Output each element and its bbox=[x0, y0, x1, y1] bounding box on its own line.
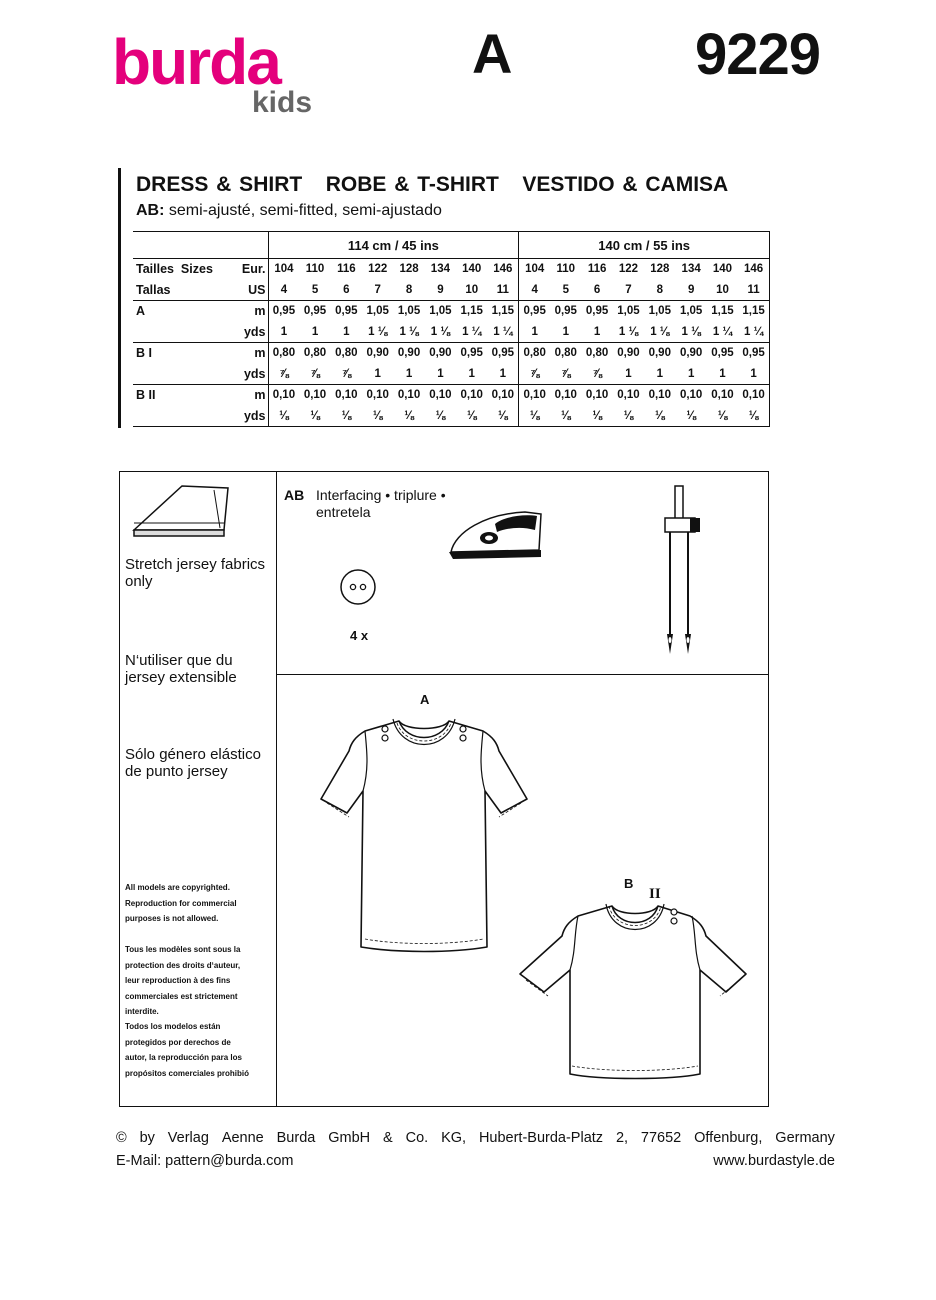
yardage-row-yds bbox=[133, 322, 770, 343]
sizes-label: Tailles Sizes bbox=[136, 262, 213, 277]
us-size-cell: 5 bbox=[299, 280, 330, 301]
meters-cell: 0,80 bbox=[585, 347, 609, 360]
yards-cell: 1 ¼ bbox=[707, 322, 738, 343]
meters-cell: 0,10 bbox=[429, 389, 452, 402]
yards-cell: 1 ⅛ bbox=[613, 322, 644, 343]
yards-cell: 1 bbox=[268, 322, 299, 343]
meters-cell: 0,10 bbox=[648, 389, 671, 402]
meters-cell: 0,10 bbox=[487, 385, 518, 406]
eur-size-cell: 122 bbox=[368, 263, 388, 276]
yards-cell: 1 ¼ bbox=[456, 322, 487, 343]
pattern-number: 9229 bbox=[695, 22, 821, 87]
meters-cell: 0,10 bbox=[738, 385, 769, 406]
interfacing-label-2: entretela bbox=[316, 504, 371, 520]
eur-size-cell: 146 bbox=[487, 259, 518, 280]
yardage-table bbox=[133, 231, 770, 427]
publisher-word: Offenburg, bbox=[694, 1130, 763, 1146]
row-label-spacer bbox=[133, 406, 233, 427]
row-label-spacer bbox=[133, 364, 233, 385]
meters-cell: 0,80 bbox=[335, 347, 358, 360]
copyright-fr: Tous les modèles sont sous la protection des droits d‘auteur, leur reproduction à des fins commerciales est strictement interdite. bbox=[125, 945, 241, 1016]
yards-cell: ⅛ bbox=[707, 406, 738, 427]
yards-cell: ⅛ bbox=[362, 406, 393, 427]
yards-cell: ⅛ bbox=[487, 406, 518, 427]
us-size-cell: 6 bbox=[581, 280, 612, 301]
us-size-cell: 4 bbox=[519, 280, 550, 301]
yards-cell: ⅞ bbox=[268, 364, 299, 385]
publisher-line bbox=[116, 1130, 835, 1146]
us-size-row bbox=[133, 280, 770, 301]
meters-cell: 0,95 bbox=[711, 347, 734, 360]
eur-size-cell: 116 bbox=[587, 263, 607, 276]
fabric-width-114: 114 cm / 45 ins bbox=[268, 232, 519, 259]
notions-views-tag: AB bbox=[284, 487, 305, 503]
us-size-cell: 11 bbox=[487, 280, 518, 301]
fabric-note-es: Sólo género elástico de punto jersey bbox=[125, 746, 261, 780]
copyright-en: All models are copyrighted. Reproduction for commercial purposes is not allowed. bbox=[125, 883, 237, 923]
yards-cell: ⅛ bbox=[331, 406, 362, 427]
us-size-cell: 7 bbox=[613, 280, 644, 301]
meters-cell: 0,10 bbox=[711, 389, 734, 402]
publisher-word: & bbox=[383, 1130, 393, 1146]
meters-cell: 0,10 bbox=[397, 389, 421, 402]
yards-cell: 1 bbox=[393, 364, 424, 385]
part-ii-label: II bbox=[649, 886, 661, 902]
eur-size-cell: 104 bbox=[525, 263, 545, 276]
eur-size-cell: 146 bbox=[738, 259, 769, 280]
publisher-word: by bbox=[139, 1130, 155, 1146]
us-size-cell: 10 bbox=[707, 280, 738, 301]
meters-cell: 0,10 bbox=[303, 389, 327, 402]
eur-size-cell: 128 bbox=[399, 263, 419, 276]
shirt-view-b-drawing bbox=[514, 896, 754, 1082]
us-size-cell: 4 bbox=[268, 280, 299, 301]
yards-cell: 1 bbox=[519, 322, 550, 343]
unit-m-label: m bbox=[233, 343, 268, 364]
burda-kids-logo: kids bbox=[252, 86, 313, 119]
yards-cell: ⅛ bbox=[581, 406, 612, 427]
us-size-cell: 9 bbox=[425, 280, 456, 301]
publisher-word: 2, bbox=[615, 1130, 629, 1146]
meters-cell: 0,95 bbox=[335, 305, 358, 318]
yards-cell: 1 ⅛ bbox=[644, 322, 675, 343]
meters-cell: 0,10 bbox=[554, 389, 577, 402]
fabric-width-140: 140 cm / 55 ins bbox=[519, 232, 770, 259]
meters-cell: 0,95 bbox=[460, 347, 483, 360]
yards-cell: 1 ¼ bbox=[738, 322, 769, 343]
eur-size-row bbox=[133, 259, 770, 280]
eur-size-cell: 110 bbox=[305, 263, 325, 276]
publisher-word: Verlag bbox=[167, 1130, 209, 1146]
yards-cell: 1 ⅛ bbox=[425, 322, 456, 343]
interfacing-label-1: Interfacing • triplure • bbox=[316, 487, 446, 503]
yards-cell: 1 bbox=[299, 322, 330, 343]
publisher-email: E-Mail: pattern@burda.com bbox=[116, 1153, 294, 1169]
us-size-cell: 7 bbox=[362, 280, 393, 301]
meters-cell: 1,05 bbox=[429, 305, 452, 318]
yards-cell: ⅞ bbox=[331, 364, 362, 385]
eur-size-cell: 128 bbox=[650, 263, 670, 276]
burda-logo: burda bbox=[112, 26, 280, 98]
view-a-label: A bbox=[420, 692, 430, 707]
fabric-note-en: Stretch jersey fabrics only bbox=[125, 556, 266, 590]
us-size-cell: 9 bbox=[675, 280, 706, 301]
eur-size-cell: 104 bbox=[274, 263, 294, 276]
yards-cell: ⅛ bbox=[299, 406, 330, 427]
yardage-row-yds bbox=[133, 364, 770, 385]
eur-size-cell: 116 bbox=[337, 263, 356, 276]
yards-cell: ⅞ bbox=[519, 364, 550, 385]
fit-text: semi-ajusté, semi-fitted, semi-ajustado bbox=[164, 202, 442, 219]
yards-cell: 1 bbox=[550, 322, 581, 343]
meters-cell: 0,90 bbox=[366, 347, 389, 360]
view-row-label: A bbox=[136, 304, 146, 319]
yards-cell: 1 bbox=[487, 364, 518, 385]
publisher-website: www.burdastyle.de bbox=[713, 1153, 835, 1169]
yards-cell: ⅛ bbox=[613, 406, 644, 427]
yards-cell: 1 bbox=[456, 364, 487, 385]
yards-cell: 1 ⅛ bbox=[675, 322, 706, 343]
yards-cell: 1 ⅛ bbox=[362, 322, 393, 343]
meters-cell: 0,90 bbox=[429, 347, 452, 360]
us-size-cell: 8 bbox=[393, 280, 424, 301]
publisher-word: Aenne bbox=[221, 1130, 264, 1146]
meters-cell: 0,10 bbox=[523, 389, 546, 402]
yards-cell: 1 bbox=[644, 364, 675, 385]
notions-divider bbox=[277, 674, 769, 675]
us-size-cell: 11 bbox=[738, 280, 769, 301]
publisher-word: Co. bbox=[405, 1130, 429, 1146]
unit-yds-label: yds bbox=[233, 406, 268, 427]
unit-yds-label: yds bbox=[233, 364, 268, 385]
view-row-label: B II bbox=[136, 388, 156, 403]
yards-cell: 1 ⅛ bbox=[393, 322, 424, 343]
eur-size-cell: 134 bbox=[430, 263, 450, 276]
yards-cell: 1 bbox=[675, 364, 706, 385]
meters-cell: 1,15 bbox=[460, 305, 483, 318]
meters-cell: 0,10 bbox=[272, 389, 296, 402]
row-label-spacer bbox=[133, 322, 233, 343]
view-row-label: B I bbox=[136, 346, 152, 361]
dress-view-a-drawing bbox=[315, 707, 535, 957]
meters-cell: 0,80 bbox=[523, 347, 546, 360]
unit-yds-label: yds bbox=[233, 322, 268, 343]
us-size-cell: 6 bbox=[331, 280, 362, 301]
meters-cell: 0,95 bbox=[272, 305, 296, 318]
yardage-row-m bbox=[133, 385, 770, 406]
eur-size-cell: 134 bbox=[681, 263, 701, 276]
meters-cell: 0,80 bbox=[272, 347, 296, 360]
fabric-width-row bbox=[133, 232, 770, 259]
meters-cell: 1,05 bbox=[397, 305, 421, 318]
view-letter: A bbox=[472, 22, 513, 85]
publisher-word: Germany bbox=[775, 1130, 835, 1146]
meters-cell: 1,05 bbox=[366, 305, 389, 318]
meters-cell: 0,10 bbox=[460, 389, 483, 402]
fabric-note-fr: N‘utiliser que du jersey extensible bbox=[125, 652, 237, 686]
meters-cell: 1,15 bbox=[711, 305, 734, 318]
meters-cell: 0,95 bbox=[487, 343, 518, 364]
yards-cell: ⅛ bbox=[738, 406, 769, 427]
eur-label: Eur. bbox=[233, 259, 268, 280]
eur-size-cell: 140 bbox=[462, 263, 482, 276]
us-size-cell: 5 bbox=[550, 280, 581, 301]
us-label: US bbox=[233, 280, 268, 301]
meters-cell: 0,95 bbox=[554, 305, 577, 318]
yards-cell: 1 bbox=[362, 364, 393, 385]
meters-cell: 0,80 bbox=[303, 347, 327, 360]
yards-cell: 1 bbox=[707, 364, 738, 385]
us-size-cell: 10 bbox=[456, 280, 487, 301]
meters-cell: 0,80 bbox=[554, 347, 577, 360]
meters-cell: 1,05 bbox=[679, 305, 703, 318]
iron-icon bbox=[445, 502, 550, 562]
yards-cell: ⅛ bbox=[675, 406, 706, 427]
meters-cell: 0,95 bbox=[585, 305, 609, 318]
fit-description bbox=[136, 202, 442, 220]
us-size-cell: 8 bbox=[644, 280, 675, 301]
folded-fabric-icon bbox=[128, 478, 238, 538]
meters-cell: 0,95 bbox=[523, 305, 546, 318]
yards-cell: ⅛ bbox=[644, 406, 675, 427]
publisher-word: GmbH bbox=[328, 1130, 371, 1146]
yards-cell: 1 bbox=[738, 364, 769, 385]
meters-cell: 0,10 bbox=[585, 389, 609, 402]
meters-cell: 0,95 bbox=[738, 343, 769, 364]
garment-names: DRESS & SHIRT ROBE & T-SHIRT VESTIDO & CAMISA bbox=[136, 173, 729, 196]
meters-cell: 1,05 bbox=[617, 305, 640, 318]
meters-cell: 1,15 bbox=[738, 301, 769, 322]
eur-size-cell: 140 bbox=[712, 263, 733, 276]
meters-cell: 0,95 bbox=[303, 305, 327, 318]
yards-cell: ⅞ bbox=[299, 364, 330, 385]
meters-cell: 1,05 bbox=[648, 305, 671, 318]
publisher-word: KG, bbox=[441, 1130, 467, 1146]
meters-cell: 0,10 bbox=[617, 389, 640, 402]
yards-cell: ⅞ bbox=[550, 364, 581, 385]
yards-cell: ⅛ bbox=[519, 406, 550, 427]
publisher-word: 77652 bbox=[640, 1130, 682, 1146]
yards-cell: 1 bbox=[331, 322, 362, 343]
meters-cell: 0,90 bbox=[648, 347, 671, 360]
yards-cell: 1 bbox=[581, 322, 612, 343]
meters-cell: 0,10 bbox=[679, 389, 703, 402]
yards-cell: ⅛ bbox=[425, 406, 456, 427]
publisher-word: Hubert-Burda-Platz bbox=[478, 1130, 604, 1146]
yards-cell: ⅛ bbox=[393, 406, 424, 427]
buttons-quantity: 4 x bbox=[350, 628, 369, 643]
yards-cell: 1 bbox=[613, 364, 644, 385]
meters-cell: 0,90 bbox=[617, 347, 640, 360]
eur-size-cell: 122 bbox=[618, 263, 639, 276]
twin-needle-icon bbox=[656, 484, 706, 664]
yardage-row-m bbox=[133, 301, 770, 322]
unit-m-label: m bbox=[233, 385, 268, 406]
meters-cell: 0,90 bbox=[397, 347, 421, 360]
view-b-label: B bbox=[624, 876, 634, 891]
yards-cell: ⅞ bbox=[581, 364, 612, 385]
yards-cell: 1 ¼ bbox=[487, 322, 518, 343]
fabric-notes-column bbox=[120, 472, 277, 1106]
sizes-label-es: Tallas bbox=[133, 280, 233, 301]
meters-cell: 1,15 bbox=[487, 301, 518, 322]
yards-cell: ⅛ bbox=[268, 406, 299, 427]
copyright-es: Todos los modelos están protegidos por derechos de autor, la reproducción para los propósitos comerciales prohibió bbox=[125, 1022, 250, 1078]
meters-cell: 0,10 bbox=[366, 389, 389, 402]
table-corner bbox=[133, 232, 233, 259]
yardage-row-m bbox=[133, 343, 770, 364]
yards-cell: ⅛ bbox=[456, 406, 487, 427]
table-corner bbox=[233, 232, 268, 259]
meters-cell: 0,90 bbox=[679, 347, 703, 360]
yards-cell: ⅛ bbox=[550, 406, 581, 427]
fit-label: AB: bbox=[136, 202, 165, 219]
unit-m-label: m bbox=[233, 301, 268, 322]
publisher-word: © bbox=[116, 1130, 127, 1146]
notions-panel bbox=[119, 471, 769, 1107]
meters-cell: 0,10 bbox=[335, 389, 358, 402]
button-icon bbox=[338, 567, 378, 607]
yards-cell: 1 bbox=[425, 364, 456, 385]
yardage-row-yds bbox=[133, 406, 770, 427]
publisher-word: Burda bbox=[276, 1130, 316, 1146]
eur-size-cell: 110 bbox=[556, 263, 576, 276]
